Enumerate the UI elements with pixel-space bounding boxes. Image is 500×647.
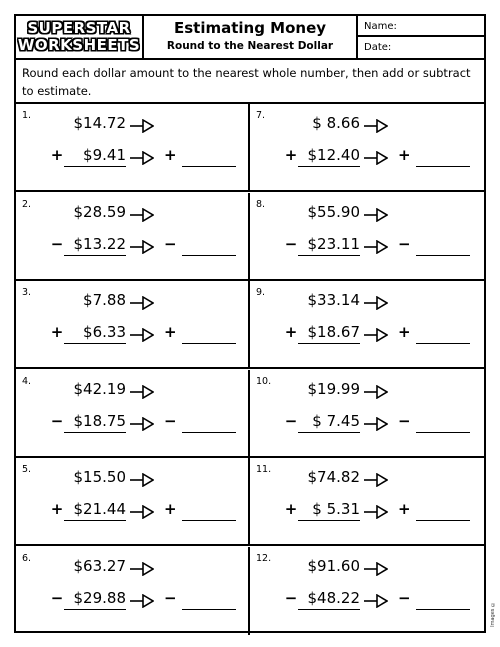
arrow-right-icon [130, 472, 154, 486]
operator: + [50, 146, 64, 164]
answer-blank[interactable] [182, 520, 236, 521]
operator: + [284, 323, 298, 341]
first-amount: $19.99 [307, 379, 360, 398]
answer-blank[interactable] [182, 432, 236, 433]
second-amount: $23.11 [298, 235, 360, 256]
problem-cell [250, 193, 484, 281]
answer-operator: − [164, 411, 177, 430]
problem-cell [250, 104, 484, 192]
arrow-right-icon [364, 384, 388, 398]
arrow-right-icon [130, 118, 154, 132]
second-amount: $12.40 [298, 146, 360, 167]
problem-number: 4. [22, 375, 32, 387]
answer-blank[interactable] [416, 520, 470, 521]
answer-operator: + [398, 323, 411, 341]
problem-cell [16, 193, 250, 281]
operator: − [284, 411, 298, 430]
answer-operator: + [164, 146, 177, 164]
second-amount: $29.88 [64, 589, 126, 610]
second-amount: $6.33 [64, 323, 126, 344]
problem-number: 12. [256, 552, 272, 564]
answer-blank[interactable] [182, 343, 236, 344]
problem-cell [250, 547, 484, 635]
problem-cell [250, 370, 484, 458]
first-amount: $63.27 [73, 556, 126, 575]
logo-line-1: SUPERSTAR [27, 19, 131, 37]
operator: − [284, 588, 298, 607]
operator: − [50, 234, 64, 253]
arrow-right-icon [130, 593, 154, 607]
answer-blank[interactable] [416, 343, 470, 344]
problem-number: 9. [256, 287, 266, 298]
arrow-right-icon [130, 504, 154, 518]
arrow-right-icon [130, 416, 154, 430]
problem-number: 1. [22, 110, 32, 121]
operator: + [284, 146, 298, 164]
title-box [144, 16, 358, 58]
problem-cell [250, 281, 484, 369]
arrow-right-icon [364, 207, 388, 221]
arrow-right-icon [364, 327, 388, 341]
arrow-right-icon [364, 239, 388, 253]
date-field[interactable]: Date: [364, 42, 392, 53]
first-amount: $7.88 [83, 291, 126, 309]
arrow-right-icon [364, 295, 388, 309]
page-subtitle: Round to the Nearest Dollar [166, 40, 334, 52]
first-amount: $15.50 [73, 468, 126, 486]
first-amount: $ 8.66 [312, 114, 360, 132]
first-amount: $14.72 [73, 114, 126, 132]
second-amount: $9.41 [64, 146, 126, 167]
first-amount: $28.59 [73, 202, 126, 221]
problem-number: 8. [256, 198, 266, 210]
answer-operator: − [164, 234, 177, 253]
page-title: Estimating Money [173, 19, 327, 37]
image-credit: Images © [490, 601, 496, 627]
worksheet [14, 14, 486, 633]
second-amount: $21.44 [64, 500, 126, 521]
arrow-right-icon [130, 150, 154, 164]
answer-blank[interactable] [416, 432, 470, 433]
header [16, 16, 484, 60]
problem-cell [16, 458, 250, 546]
answer-blank[interactable] [182, 255, 236, 256]
arrow-right-icon [130, 327, 154, 341]
arrow-right-icon [364, 593, 388, 607]
answer-blank[interactable] [416, 166, 470, 167]
problem-number: 6. [22, 552, 32, 564]
second-amount: $13.22 [64, 235, 126, 256]
operator: − [50, 411, 64, 430]
arrow-right-icon [364, 472, 388, 486]
answer-blank[interactable] [182, 609, 236, 610]
first-amount: $74.82 [307, 468, 360, 486]
arrow-right-icon [364, 416, 388, 430]
first-amount: $91.60 [307, 556, 360, 575]
arrow-right-icon [130, 239, 154, 253]
operator: + [50, 500, 64, 518]
arrow-right-icon [130, 295, 154, 309]
arrow-right-icon [130, 384, 154, 398]
answer-operator: − [398, 411, 411, 430]
problem-cell [250, 458, 484, 546]
first-amount: $33.14 [307, 291, 360, 309]
directions: Round each dollar amount to the nearest whole number, then add or subtract to estimate. [16, 58, 484, 104]
answer-operator: − [398, 234, 411, 253]
arrow-right-icon [364, 561, 388, 575]
problem-number: 10. [256, 375, 272, 387]
operator: + [50, 323, 64, 341]
operator: − [50, 588, 64, 607]
problem-cell [16, 281, 250, 369]
answer-operator: − [398, 588, 411, 607]
answer-operator: + [398, 146, 411, 164]
logo [16, 16, 144, 58]
second-amount: $48.22 [298, 589, 360, 610]
answer-operator: + [398, 500, 411, 518]
first-amount: $42.19 [73, 379, 126, 398]
answer-blank[interactable] [182, 166, 236, 167]
second-amount: $18.67 [298, 323, 360, 344]
problem-number: 7. [256, 110, 266, 121]
operator: + [284, 500, 298, 518]
name-field[interactable]: Name: [358, 16, 484, 37]
problem-number: 11. [256, 464, 272, 475]
logo-line-2: WORKSHEETS [17, 36, 141, 54]
answer-operator: + [164, 323, 177, 341]
problem-number: 2. [22, 198, 32, 210]
problem-number: 5. [22, 464, 32, 475]
second-amount: $ 7.45 [298, 412, 360, 433]
arrow-right-icon [364, 118, 388, 132]
operator: − [284, 234, 298, 253]
answer-operator: − [164, 588, 177, 607]
problem-number: 3. [22, 287, 32, 298]
student-info [358, 16, 484, 58]
answer-operator: + [164, 500, 177, 518]
problem-cell [16, 547, 250, 635]
arrow-right-icon [130, 207, 154, 221]
problem-cell [16, 104, 250, 192]
answer-blank[interactable] [416, 255, 470, 256]
first-amount: $55.90 [307, 202, 360, 221]
arrow-right-icon [364, 150, 388, 164]
arrow-right-icon [130, 561, 154, 575]
arrow-right-icon [364, 504, 388, 518]
second-amount: $18.75 [64, 412, 126, 433]
problem-cell [16, 370, 250, 458]
second-amount: $ 5.31 [298, 500, 360, 521]
answer-blank[interactable] [416, 609, 470, 610]
